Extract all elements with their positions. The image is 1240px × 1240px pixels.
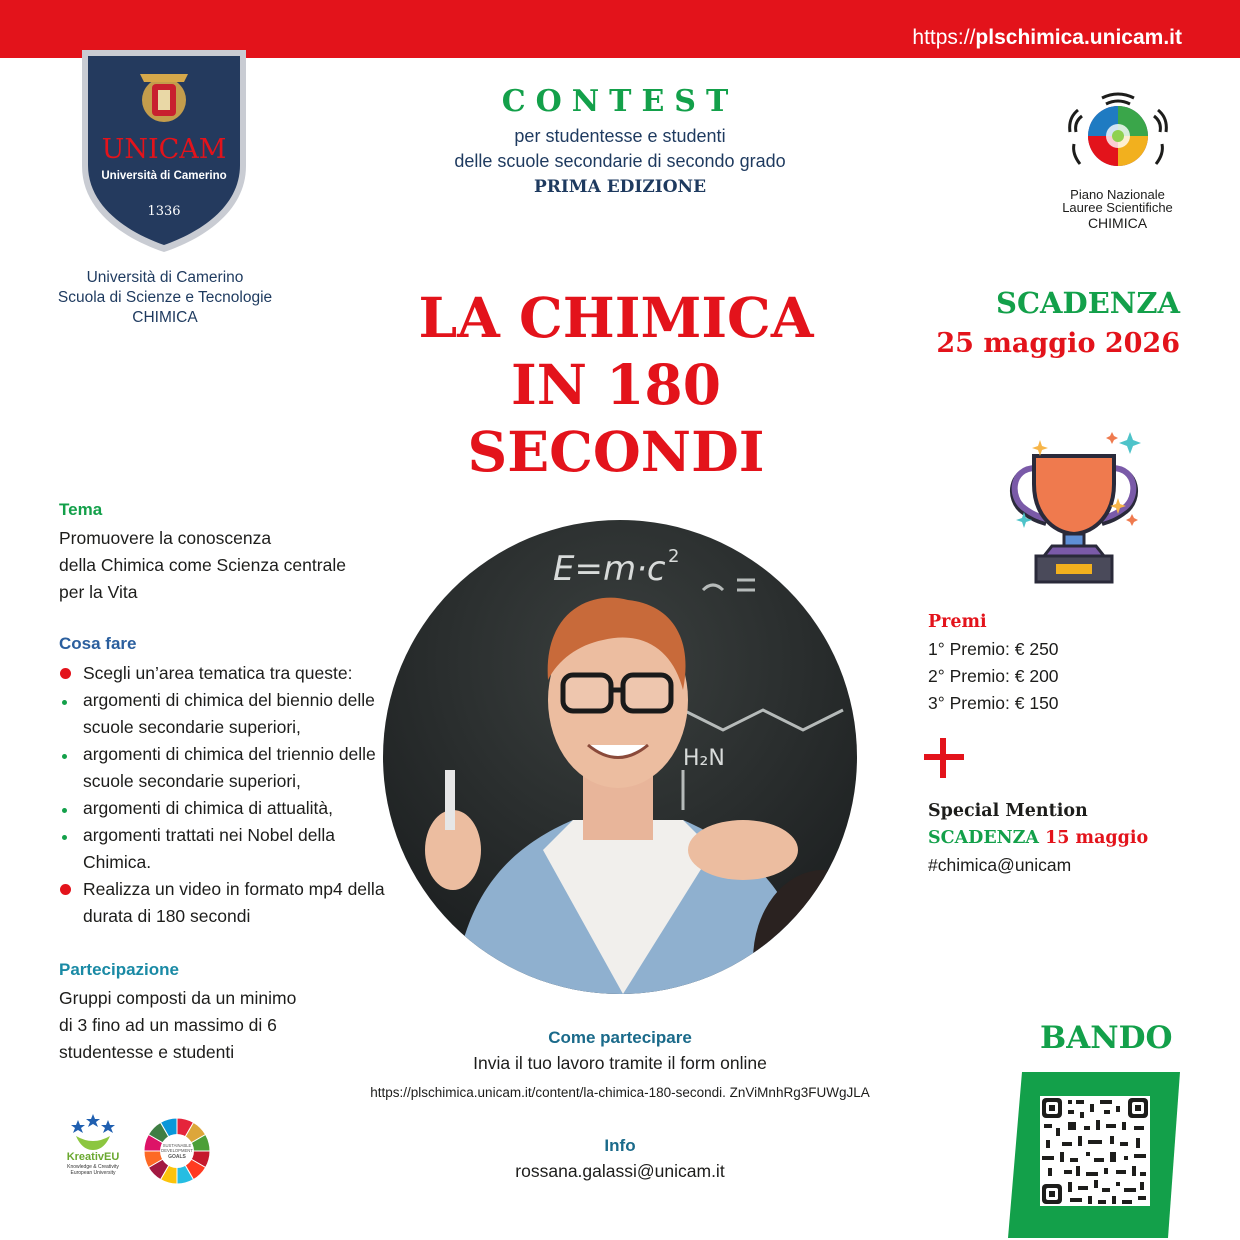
pls-chimica-logo [1062,88,1174,182]
premio-item: 3° Premio: € 150 [928,693,1059,713]
university-caption-line: Scuola di Scienze e Tecnologie [57,289,273,306]
info-email[interactable]: rossana.galassi@unicam.it [515,1161,725,1181]
contest-subtitle [420,124,820,174]
premi-heading: Premi [928,612,987,632]
sdg-wheel-logo [142,1116,212,1186]
teacher-photo [383,520,857,994]
premio-item: 1° Premio: € 250 [928,639,1059,659]
partecipazione-line: Gruppi composti da un minimo [59,988,297,1008]
trophy-icon [1000,428,1148,594]
special-deadline-label: SCADENZA [928,828,1040,848]
special-mention-deadline [928,828,1148,848]
partecipazione-text [59,985,359,1066]
contest-subtitle-line: delle scuole secondarie di secondo grado [454,151,786,171]
cosa-fare-list [59,660,389,930]
website-prefix: https:// [912,26,976,49]
info-heading: Info [604,1136,636,1155]
come-partecipare-text: Invia il tuo lavoro tramite il form online [473,1053,767,1073]
main-title [400,284,832,485]
list-item: argomenti di chimica di attualità, [59,795,389,822]
university-caption-line: Università di Camerino [86,269,244,286]
bando-label: BANDO [1040,1020,1173,1056]
main-title-line: LA CHIMICA [418,285,814,350]
university-caption-line: CHIMICA [132,309,198,326]
special-mention-heading: Special Mention [928,801,1088,821]
partecipazione-line: di 3 fino ad un massimo di 6 [59,1015,277,1035]
kreativeu-logo [58,1112,128,1178]
kreativeu-sub2: European University [70,1170,116,1176]
list-item: argomenti di chimica del biennio delle scuole secondarie superiori, [59,687,389,741]
plus-icon [922,736,966,780]
main-title-line: SECONDI [467,419,765,484]
website-domain: plschimica.unicam.it [975,26,1182,49]
pls-caption-line: Piano Nazionale [1070,187,1165,202]
sdg-text-line: DEVELOPMENT [161,1148,193,1153]
molecule-icon [1088,106,1148,166]
deadline-date: 25 maggio 2026 [936,328,1180,359]
kreativeu-name: KreativEU [66,1151,120,1163]
form-link[interactable]: https://plschimica.unicam.it/content/la-chimica-180-secondi. ZnViMnhRg3FUWgJLA [370,1085,870,1100]
sdg-text-line: GOALS [168,1154,186,1160]
kreativeu-sub1: Knowledge & Creativity [67,1164,119,1170]
deadline-label: SCADENZA [996,286,1180,320]
stars-icon [71,1114,115,1133]
cosa-fare-heading: Cosa fare [59,634,137,653]
unicam-shield-logo [80,48,248,254]
special-deadline-date: 15 maggio [1045,828,1149,848]
partecipazione-line: studentesse e studenti [59,1042,235,1062]
pls-caption [1030,188,1205,230]
contest-subtitle-line: per studentesse e studenti [514,126,726,146]
tema-line: della Chimica come Scienza centrale [59,555,346,575]
pls-caption-line: CHIMICA [1087,215,1148,231]
tema-text [59,525,389,606]
tema-line: per la Vita [59,582,138,602]
unicam-logo-year: 1336 [147,204,181,219]
svg-text:2: 2 [668,546,680,567]
unicam-logo-sub: Università di Camerino [101,170,227,182]
partecipazione-heading: Partecipazione [59,960,179,979]
tema-heading: Tema [59,500,103,519]
qr-code-icon[interactable] [1040,1096,1150,1206]
premi-list [928,636,1148,717]
list-item: argomenti trattati nei Nobel della Chimica. [59,822,389,876]
unicam-logo-name: UNICAM [101,134,227,165]
list-item: Realizza un video in formato mp4 della durata di 180 secondi [59,876,389,930]
list-item: argomenti di chimica del triennio delle scuole secondarie superiori, [59,741,389,795]
website-link[interactable] [912,26,1182,50]
svg-text:H₂N: H₂N [683,746,725,771]
premio-item: 2° Premio: € 200 [928,666,1059,686]
contest-label: CONTEST [501,84,739,119]
main-title-line: IN 180 [511,352,721,417]
hashtag: #chimica@unicam [928,855,1072,875]
sdg-text-line: SUSTAINABLE [162,1143,192,1148]
come-partecipare-heading: Come partecipare [548,1028,692,1047]
list-item: Scegli un’area tematica tra queste: [59,660,389,687]
svg-text:E=m·c: E=m·c [553,549,666,589]
pls-caption-line: Lauree Scientifiche [1062,200,1173,215]
university-caption [40,268,290,328]
edition-label: PRIMA EDIZIONE [533,177,707,197]
tema-line: Promuovere la conoscenza [59,528,272,548]
